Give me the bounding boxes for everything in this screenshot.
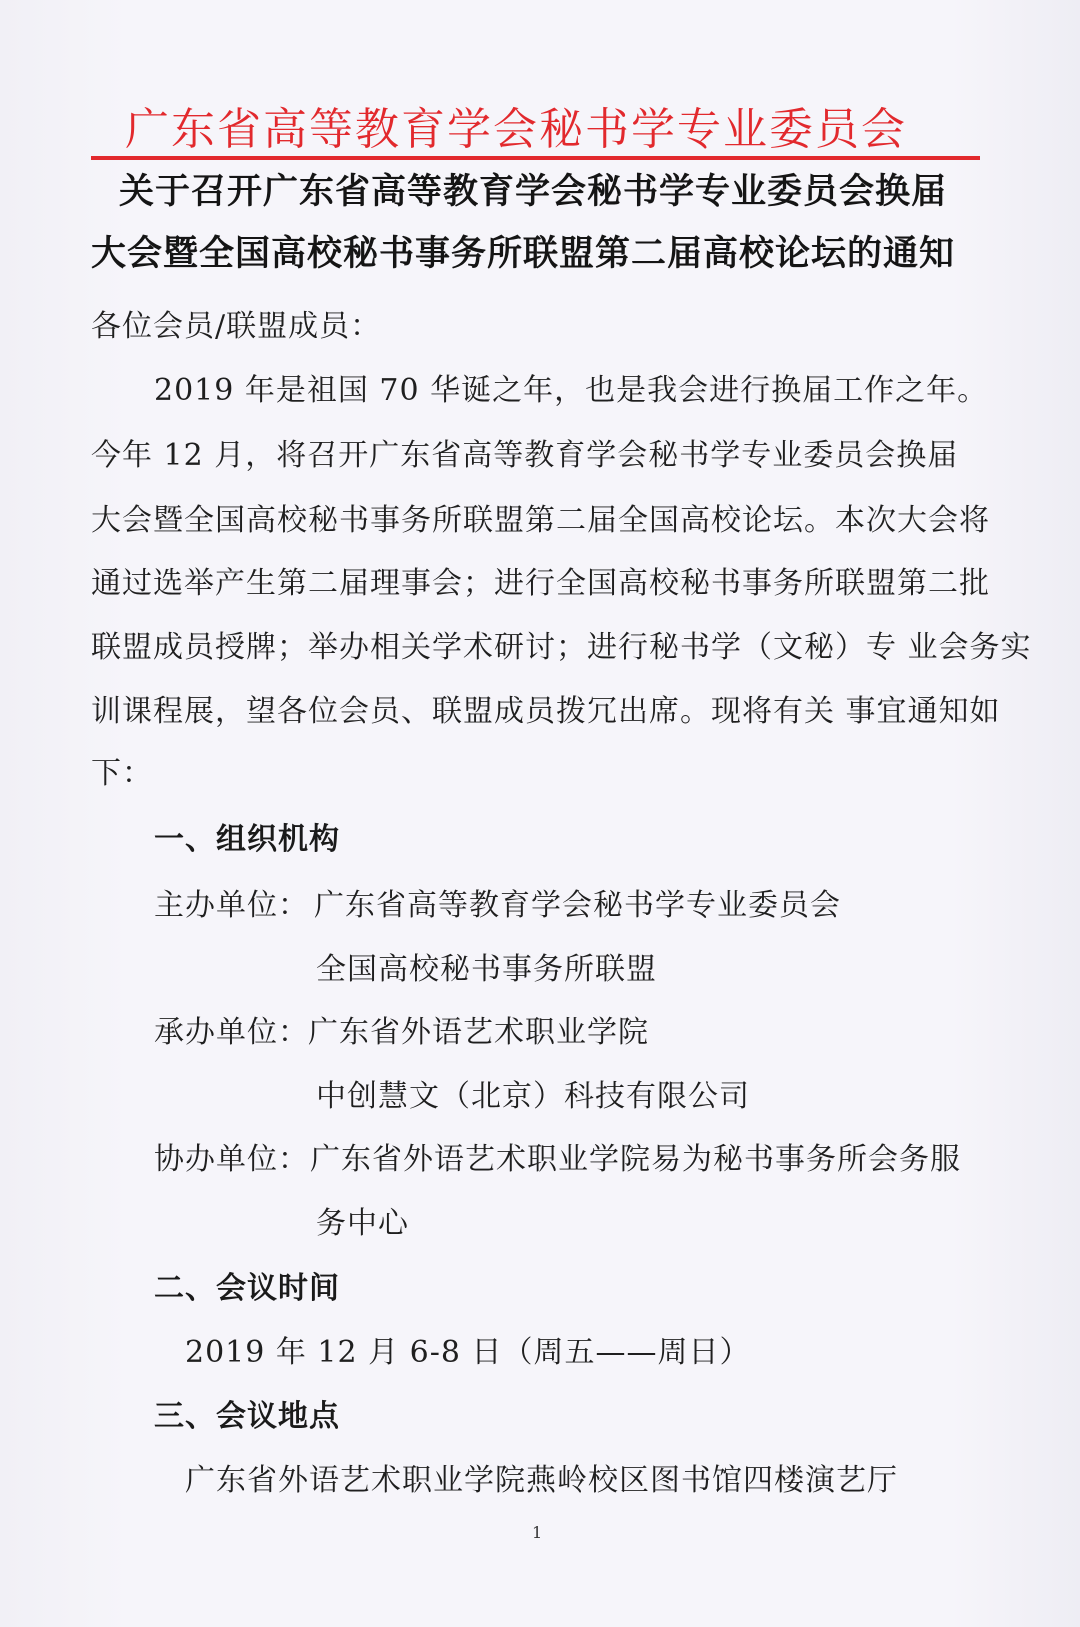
- letterhead-org-name: 广东省高等教育学会秘书学专业委员会: [125, 104, 907, 155]
- intro-line-2: 今年 12 月，将召开广东省高等教育学会秘书学专业委员会换届: [91, 438, 959, 473]
- notice-title-line-2: 大会暨全国高校秘书事务所联盟第二届高校论坛的通知: [91, 234, 956, 274]
- section-heading-time: 二、会议时间: [154, 1271, 340, 1306]
- host-label: 承办单位：: [154, 1015, 309, 1050]
- host-value-2: 中创慧文（北京）科技有限公司: [316, 1079, 750, 1114]
- sponsor-label: 主办单位：: [154, 888, 309, 923]
- section-heading-venue: 三、会议地点: [154, 1399, 340, 1434]
- sponsor-value-2: 全国高校秘书事务所联盟: [316, 952, 657, 987]
- sponsor-value-1: 广东省高等教育学会秘书学专业委员会: [314, 888, 841, 923]
- salutation: 各位会员/联盟成员：: [91, 309, 382, 344]
- co-organizer-value-2: 务中心: [316, 1206, 409, 1241]
- co-organizer-value-1: 广东省外语艺术职业学院易为秘书事务所会务服: [310, 1142, 961, 1177]
- page-number: 1: [532, 1523, 543, 1542]
- co-organizer-label: 协办单位：: [154, 1142, 309, 1177]
- intro-line-4: 通过选举产生第二届理事会；进行全国高校秘书事务所联盟第二批: [91, 566, 990, 601]
- intro-line-5: 联盟成员授牌；举办相关学术研讨；进行秘书学（文秘）专 业会务实: [91, 630, 1032, 665]
- meeting-time: 2019 年 12 月 6-8 日（周五——周日）: [185, 1335, 751, 1370]
- intro-line-1: 2019 年是祖国 70 华诞之年，也是我会进行换届工作之年。: [154, 373, 989, 408]
- section-heading-organization: 一、组织机构: [154, 822, 340, 857]
- notice-title-line-1: 关于召开广东省高等教育学会秘书学专业委员会换届: [119, 172, 948, 212]
- letterhead-red-rule: [91, 156, 980, 160]
- intro-line-7: 下：: [91, 756, 153, 791]
- host-value-1: 广东省外语艺术职业学院: [308, 1015, 649, 1050]
- meeting-venue: 广东省外语艺术职业学院燕岭校区图书馆四楼演艺厅: [185, 1463, 898, 1498]
- intro-line-3: 大会暨全国高校秘书事务所联盟第二届全国高校论坛。本次大会将: [91, 503, 990, 538]
- intro-line-6: 训课程展，望各位会员、联盟成员拨冗出席。现将有关 事宜通知如: [91, 694, 1001, 729]
